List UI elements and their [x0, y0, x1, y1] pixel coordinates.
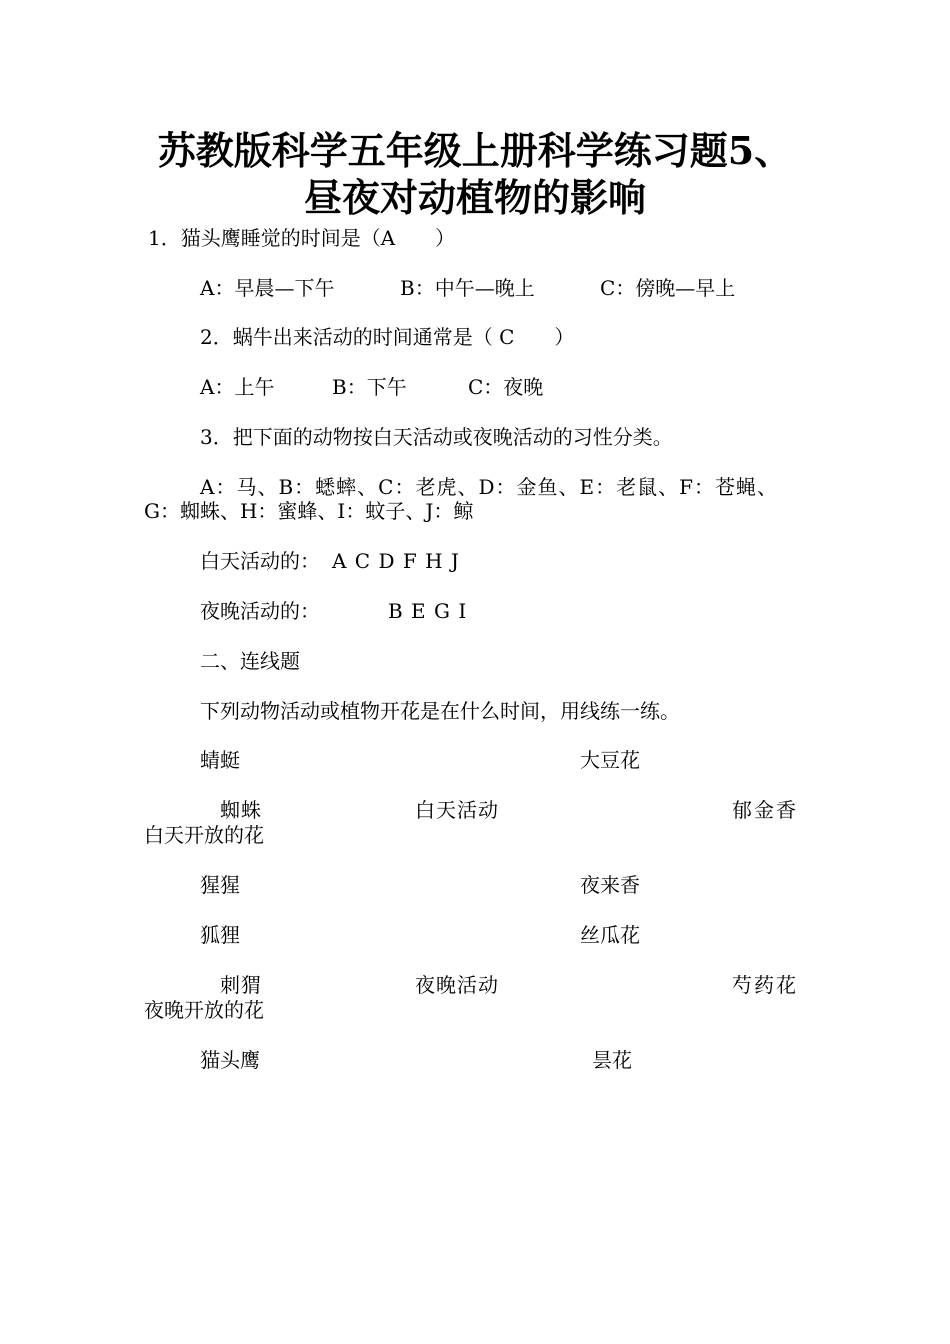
q1-option-b: B：中午—晚上 [400, 276, 535, 300]
night-active-answer: B E G I [388, 599, 468, 623]
page-title-line1: 苏教版科学五年级上册科学练习题5、 [157, 128, 793, 173]
match-far-right-night-flowers: 夜晚开放的花 [144, 998, 264, 1022]
match-right-item: 郁金香 [732, 798, 798, 822]
match-left-item: 猫头鹰 [200, 1048, 260, 1072]
match-left-item: 猩猩 [200, 873, 240, 897]
match-far-right-day-flowers: 白天开放的花 [144, 823, 264, 847]
q3-animal-list-line1: A：马、B：蟋蟀、C：老虎、D：金鱼、E：老鼠、F：苍蝇、 [200, 475, 778, 499]
match-right-item: 昙花 [592, 1048, 632, 1072]
match-right-item: 芍药花 [732, 973, 798, 997]
night-active-label: 夜晚活动的： [200, 599, 320, 623]
match-right-item: 夜来香 [580, 873, 640, 897]
q2-option-b: B：下午 [332, 375, 407, 399]
match-left-item: 蜘蛛 [220, 798, 262, 822]
match-left-item: 蜻蜓 [200, 748, 240, 772]
q3-animal-list-line2: G：蜘蛛、H：蜜蜂、I：蚊子、J：鲸 [144, 499, 474, 523]
q2-option-a: A：上午 [200, 375, 275, 399]
match-right-item: 大豆花 [580, 748, 640, 772]
day-active-label: 白天活动的： [200, 549, 320, 573]
match-right-item: 丝瓜花 [580, 923, 640, 947]
page-title-line2: 昼夜对动植物的影响 [303, 175, 646, 220]
match-left-item: 刺猬 [220, 973, 262, 997]
match-middle-night: 夜晚活动 [415, 973, 499, 997]
q1-option-a: A：早晨—下午 [200, 276, 335, 300]
match-middle-day: 白天活动 [415, 798, 499, 822]
question-2: 2．蜗牛出来活动的时间通常是（ C ） [200, 325, 575, 349]
day-active-answer: A C D F H J [332, 549, 460, 573]
section-2-heading: 二、连线题 [200, 649, 300, 673]
q1-option-c: C：傍晚—早上 [600, 276, 736, 300]
question-3: 3．把下面的动物按白天活动或夜晚活动的习性分类。 [200, 425, 673, 449]
question-1: 1．猫头鹰睡觉的时间是（A ） [148, 226, 456, 250]
section-2-instruction: 下列动物活动或植物开花是在什么时间，用线练一练。 [200, 699, 680, 723]
match-left-item: 狐狸 [200, 923, 240, 947]
q2-option-c: C：夜晚 [468, 375, 544, 399]
